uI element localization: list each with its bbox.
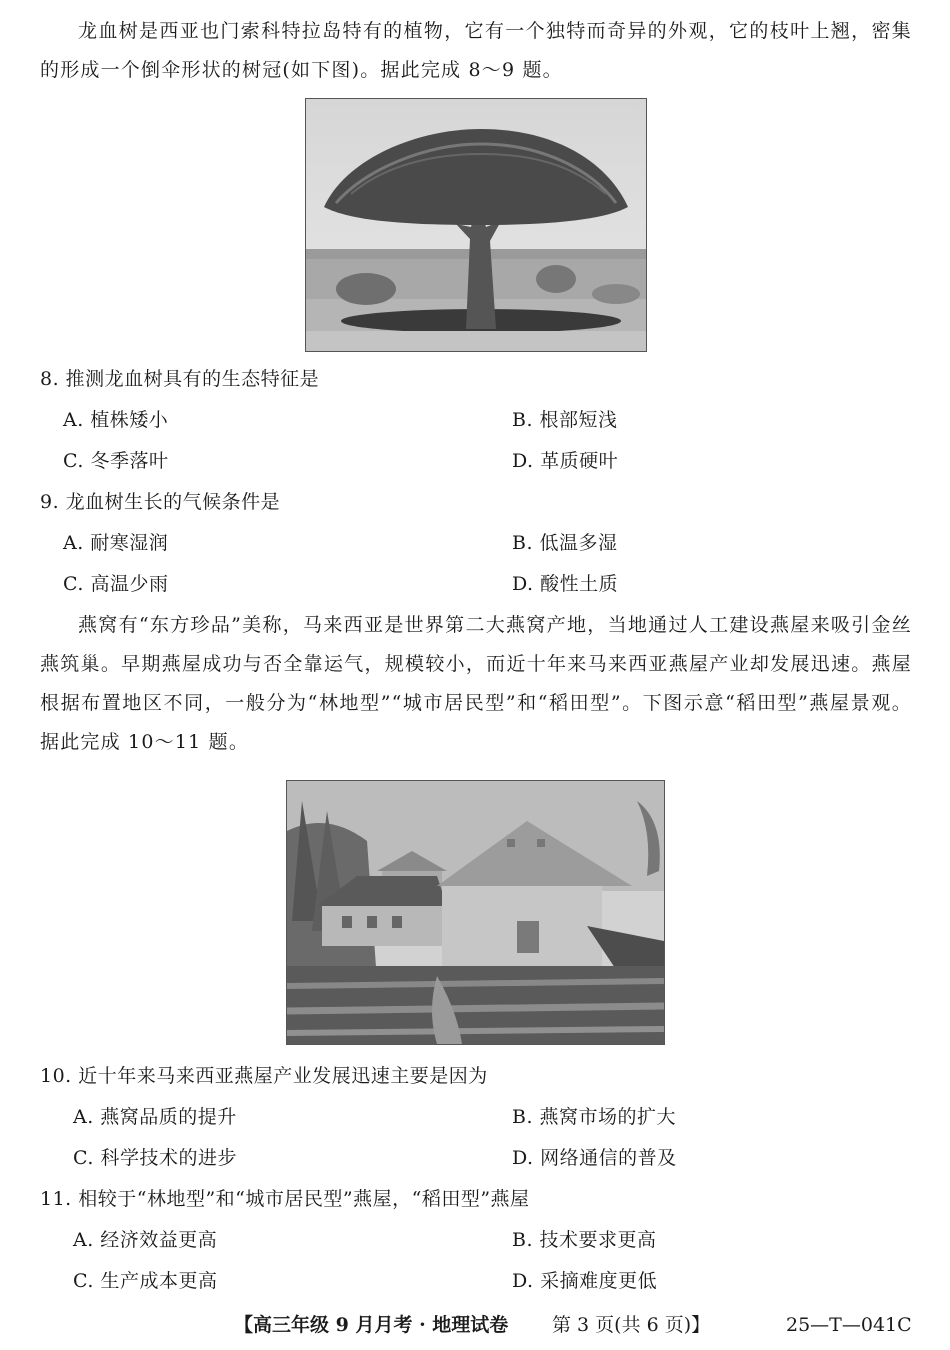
q9-option-d[interactable]: D. 酸性土质 (512, 573, 619, 595)
q11-option-a[interactable]: A. 经济效益更高 (73, 1229, 218, 1251)
question-8-stem: 8. 推测龙血树具有的生态特征是 (40, 368, 320, 390)
question-11-stem: 11. 相较于“林地型”和“城市居民型”燕屋，“稻田型”燕屋 (40, 1188, 530, 1210)
footer-code: 25—T—041C (786, 1314, 912, 1336)
passage-2: 燕窝有“东方珍品”美称，马来西亚是世界第二大燕窝产地，当地通过人工建设燕屋来吸引金丝燕筑巢。早期燕屋成功与否全靠运气，规模较小，而近十年来马来西亚燕屋产业却发展迅速。燕屋根据布置地区不同，一般分为“林地型”“城市居民型”和“稻田型”。下图示意“稻田型”燕屋景观。据此完成 10～11 题。 (40, 614, 912, 753)
dragon-blood-tree-photo (305, 98, 647, 352)
paddy-swiftlet-house-photo (286, 780, 665, 1045)
q11-option-c[interactable]: C. 生产成本更高 (73, 1270, 218, 1292)
q9-option-c[interactable]: C. 高温少雨 (63, 573, 169, 595)
q11-option-b[interactable]: B. 技术要求更高 (512, 1229, 657, 1251)
q8-option-a[interactable]: A. 植株矮小 (63, 409, 169, 431)
question-9-stem: 9. 龙血树生长的气候条件是 (40, 491, 281, 513)
question-10-stem: 10. 近十年来马来西亚燕屋产业发展迅速主要是因为 (40, 1065, 488, 1087)
q8-option-b[interactable]: B. 根部短浅 (512, 409, 618, 431)
q10-option-a[interactable]: A. 燕窝品质的提升 (73, 1106, 237, 1128)
q9-option-a[interactable]: A. 耐寒湿润 (63, 532, 169, 554)
q8-option-d[interactable]: D. 革质硬叶 (512, 450, 619, 472)
q10-option-c[interactable]: C. 科学技术的进步 (73, 1147, 237, 1169)
q9-option-b[interactable]: B. 低温多湿 (512, 532, 618, 554)
footer-exam-title: 【高三年级 9 月月考 · 地理试卷 (234, 1314, 509, 1336)
q8-option-c[interactable]: C. 冬季落叶 (63, 450, 169, 472)
q10-option-b[interactable]: B. 燕窝市场的扩大 (512, 1106, 677, 1128)
q10-option-d[interactable]: D. 网络通信的普及 (512, 1147, 677, 1169)
q11-option-d[interactable]: D. 采摘难度更低 (512, 1270, 658, 1292)
footer-page-number: 第 3 页(共 6 页)】 (552, 1314, 711, 1336)
passage-1: 龙血树是西亚也门索科特拉岛特有的植物，它有一个独特而奇异的外观，它的枝叶上翘，密集的形成一个倒伞形状的树冠(如下图)。据此完成 8～9 题。 (40, 20, 912, 81)
